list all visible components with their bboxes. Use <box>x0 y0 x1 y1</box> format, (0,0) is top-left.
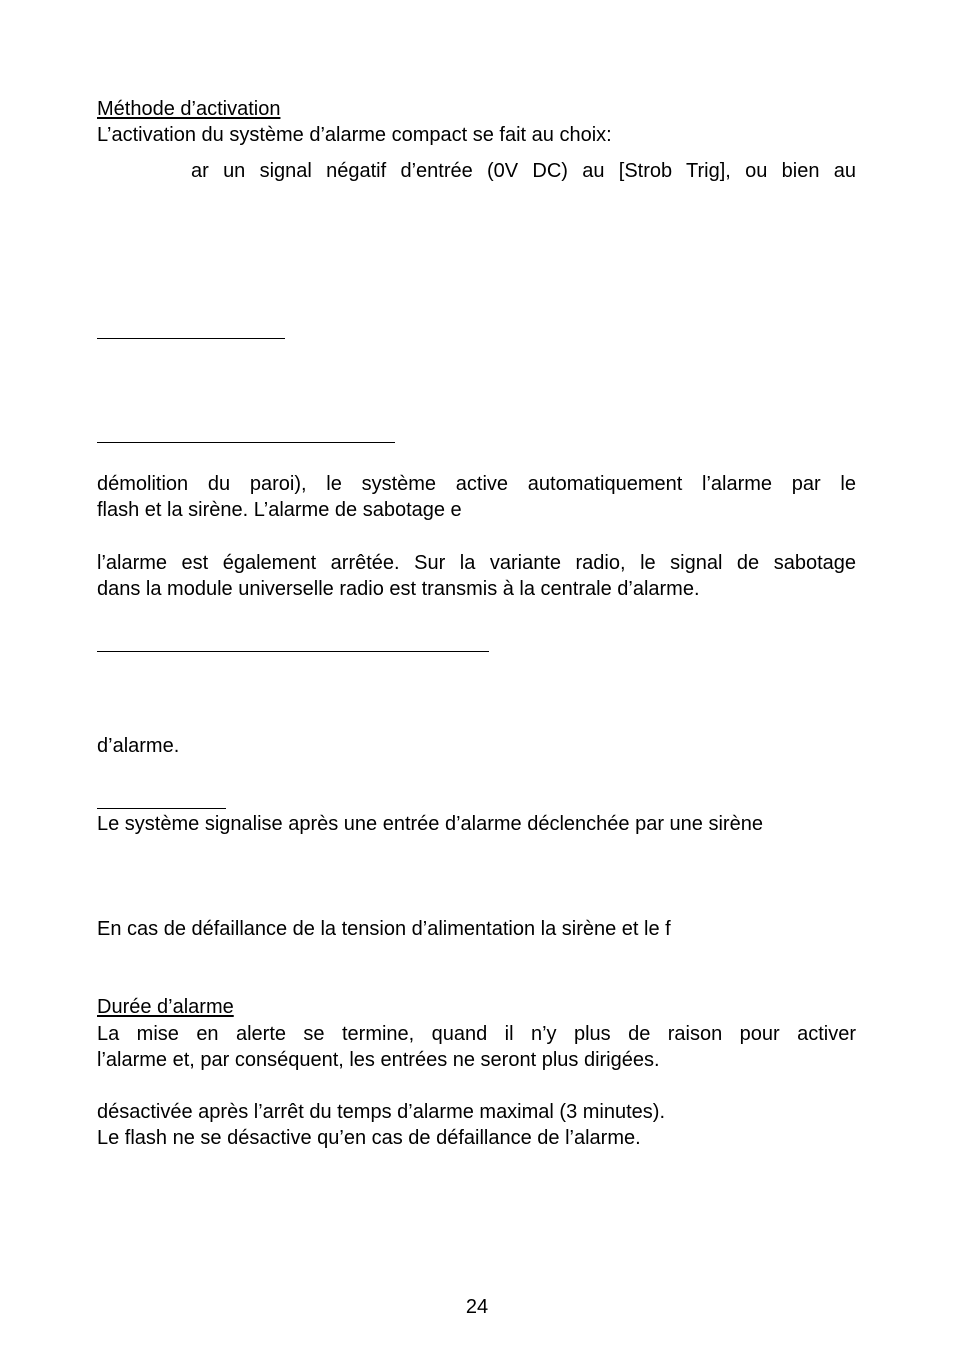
duration-text-line: désactivée après l’arrêt du temps d’alarme maximal (3 minutes). <box>97 1101 665 1123</box>
heading-rule <box>97 442 395 443</box>
duration-text-line: La mise en alerte se termine, quand il n’y plus de raison pour activer <box>97 1023 856 1045</box>
heading-rule <box>97 808 226 809</box>
duration-text-line: l’alarme et, par conséquent, les entrées ne seront plus dirigées. <box>97 1049 660 1071</box>
tamper-text-line: l’alarme est également arrêtée. Sur la variante radio, le signal de sabotage <box>97 552 856 574</box>
section-heading-activation: Méthode d’activation <box>97 98 281 120</box>
alarm-entry-text: d’alarme. <box>97 735 180 757</box>
tamper-text-line: démolition du paroi), le système active automatiquement l’alarme par le <box>97 473 856 495</box>
activation-intro-text: L’activation du système d’alarme compact se fait au choix: <box>97 124 612 146</box>
section-heading-duration: Durée d’alarme <box>97 996 234 1018</box>
duration-text-line: Le flash ne se désactive qu’en cas de défaillance de l’alarme. <box>97 1127 641 1149</box>
tamper-text-line: flash et la sirène. L’alarme de sabotage e <box>97 499 462 521</box>
signal-text: Le système signalise après une entrée d’alarme déclenchée par une sirène <box>97 813 763 835</box>
page-number: 24 <box>465 1296 489 1318</box>
heading-rule <box>97 651 489 652</box>
power-failure-text: En cas de défaillance de la tension d’alimentation la sirène et le f <box>97 918 671 940</box>
activation-option-text: ar un signal négatif d’entrée (0V DC) au [Strob Trig], ou bien au <box>191 160 856 182</box>
tamper-text-line: dans la module universelle radio est transmis à la centrale d’alarme. <box>97 578 700 600</box>
heading-rule <box>97 338 285 339</box>
